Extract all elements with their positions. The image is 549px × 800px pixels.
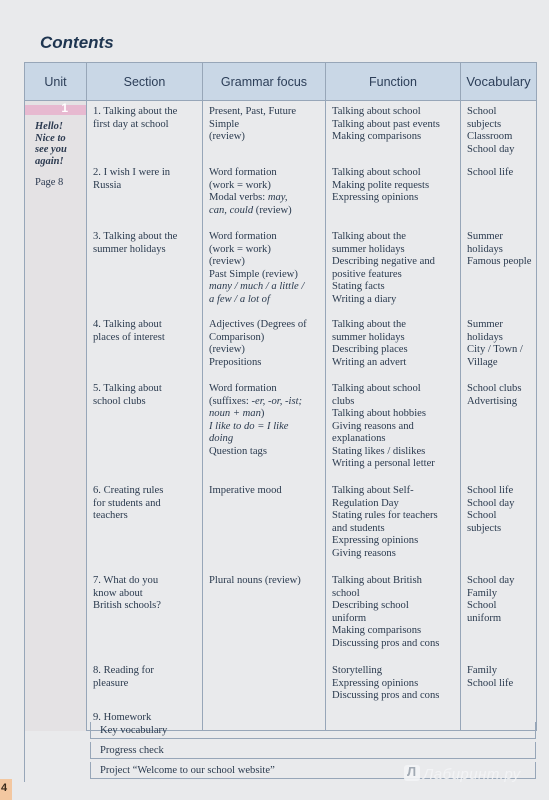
vocabulary-cell: School life School day School subjects (467, 485, 515, 534)
footer-project: Project “Welcome to our school website” (90, 762, 536, 779)
grammar-cell (203, 660, 325, 671)
section-cell: 2. I wish I were in Russia (93, 167, 171, 191)
watermark (404, 765, 521, 783)
grammar-cell: Adjectives (Degrees of Comparison) (review) Prepositions (209, 319, 307, 368)
section-cell: 5. Talking about school clubs (93, 383, 162, 407)
page-number: 4 (1, 782, 8, 794)
unit-title: Hello! Nice to see you again! (35, 121, 67, 167)
grammar-cell: Imperative mood (209, 485, 282, 496)
grammar-cell: Word formation (work = work) (review) Past Simple (review) many / much / a little / a few / a lot of (209, 231, 305, 305)
table-row (25, 660, 537, 709)
vocabulary-cell: Family School life (467, 665, 514, 689)
table-row (25, 101, 537, 163)
table-header-row (25, 63, 537, 101)
contents-table (24, 62, 537, 731)
vocabulary-cell: Summer holidays Famous people (467, 231, 532, 267)
unit-cell (25, 101, 87, 731)
section-cell: 6. Creating rules for students and teachers (93, 485, 164, 521)
labirint-logo-icon (404, 765, 420, 781)
table-row (25, 226, 537, 314)
function-cell: Talking about Self- Regulation Day Stating rules for teachers and students Expressing opinions Giving reasons (332, 485, 438, 559)
function-cell: Talking about the summer holidays Describing negative and positive features Stating facts Writing a diary (332, 231, 435, 305)
unit-page: Page 8 (35, 177, 64, 188)
vocabulary-cell: School day Family School uniform (467, 575, 515, 624)
vocabulary-cell: School life (467, 167, 514, 178)
section-cell: 9. Homework (93, 711, 152, 723)
header-section: Section (87, 63, 203, 101)
grammar-cell: Word formation (work = work) Modal verbs: may, can, could (review) (209, 167, 292, 216)
page-title: Contents (40, 33, 114, 52)
function-cell (326, 709, 460, 720)
footer-key-vocabulary: Key vocabulary (90, 722, 536, 739)
function-cell: Talking about school Making polite requests Expressing opinions (332, 167, 430, 203)
function-cell: Talking about school Talking about past events Making comparisons (332, 106, 440, 142)
vocabulary-cell (461, 709, 536, 720)
grammar-cell: Plural nouns (review) (209, 575, 301, 586)
table-row (25, 378, 537, 480)
grammar-cell (203, 709, 325, 720)
function-cell: Talking about school clubs Talking about hobbies Giving reasons and explanations Stating likes / dislikes Writing a personal letter (332, 383, 435, 469)
section-cell: 1. Talking about the first day at school (93, 106, 178, 130)
function-cell: Talking about British school Describing school uniform Making comparisons Discussing pros and cons (332, 575, 440, 649)
function-cell: Storytelling Expressing opinions Discussing pros and cons (332, 665, 440, 701)
vocabulary-cell: School clubs Advertising (467, 383, 522, 407)
footer-progress-check: Progress check (90, 742, 536, 759)
header-grammar: Grammar focus (203, 63, 326, 101)
header-vocabulary: Vocabulary (461, 63, 537, 101)
section-cell: 4. Talking about places of interest (93, 319, 165, 343)
table-row (25, 162, 537, 226)
function-cell: Talking about the summer holidays Describing places Writing an advert (332, 319, 408, 368)
table-row (25, 570, 537, 660)
unit-column-border (24, 712, 90, 782)
unit-number: 1 (61, 101, 68, 115)
header-function: Function (326, 63, 461, 101)
section-cell: 8. Reading for pleasure (93, 665, 154, 689)
table-row (25, 314, 537, 378)
section-cell: 3. Talking about the summer holidays (93, 231, 178, 255)
grammar-cell: Present, Past, Future Simple (review) (209, 106, 297, 142)
watermark-text: Лабиринт.ру (423, 766, 521, 783)
grammar-cell: Word formation (suffixes: -er, -or, -ist; noun + man) I like to do = I like doing Question tags (209, 383, 303, 457)
vocabulary-cell: School subjects Classroom School day (467, 106, 515, 155)
table-row (25, 480, 537, 570)
section-cell: 7. What do you know about British schools? (93, 575, 161, 611)
vocabulary-cell: Summer holidays City / Town / Village (467, 319, 523, 368)
header-unit: Unit (25, 63, 87, 101)
unit-number-bar (25, 101, 86, 115)
